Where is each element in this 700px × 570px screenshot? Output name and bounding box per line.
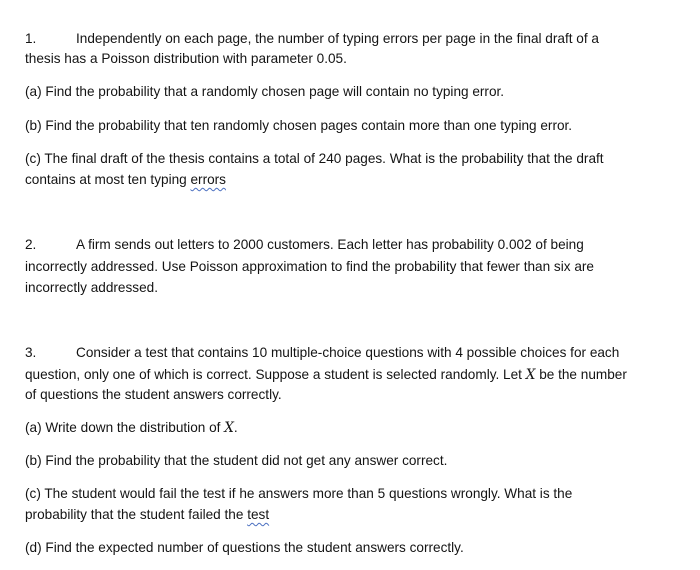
q3-line-1 — [25, 344, 619, 362]
q3-variable-x: X — [525, 367, 536, 383]
q3-part-a-variable: X — [224, 420, 234, 436]
q1-part-a: (a) Find the probability that a randomly chosen page will contain no typing error. — [25, 84, 505, 99]
q1-stem-line-2: thesis has a Poisson distribution with parameter 0.05. — [25, 51, 347, 66]
q2-text-1: A firm sends out letters to 2000 customers. Each letter has probability 0.002 of being — [76, 237, 584, 252]
q3-part-a — [25, 419, 238, 437]
q2-line-2: incorrectly addressed. Use Poisson approximation to find the probability that fewer than six are — [25, 259, 594, 274]
spellcheck-word-errors[interactable]: errors — [190, 172, 226, 187]
q3-number: 3. — [25, 345, 37, 360]
q3-part-c-line-2 — [25, 506, 269, 524]
q3-part-c-text: probability that the student failed the — [25, 507, 248, 522]
q3-text-2-suffix: be the number — [535, 367, 627, 382]
q2-line-1 — [25, 236, 584, 254]
q3-part-d: (d) Find the expected number of questions the student answers correctly. — [25, 540, 464, 555]
q1-part-c-line-1: (c) The final draft of the thesis contains a total of 240 pages. What is the probability that the draft — [25, 151, 604, 166]
q2-number: 2. — [25, 237, 37, 252]
q1-number: 1. — [25, 31, 37, 46]
q1-part-c-text: contains at most ten typing — [25, 172, 191, 187]
q3-part-a-suffix: . — [233, 420, 238, 435]
q1-stem-text-1: Independently on each page, the number of typing errors per page in the final draft of a — [76, 31, 599, 46]
q3-text-2-prefix: question, only one of which is correct. Suppose a student is selected randomly. Let — [25, 367, 526, 382]
q1-part-b: (b) Find the probability that ten randomly chosen pages contain more than one typing error. — [25, 118, 573, 133]
q1-stem-line-1 — [25, 30, 599, 48]
q3-part-c-line-1: (c) The student would fail the test if he answers more than 5 questions wrongly. What is the — [25, 486, 573, 501]
spellcheck-word-test[interactable]: test — [247, 507, 270, 522]
q3-text-1: Consider a test that contains 10 multiple-choice questions with 4 possible choices for each — [76, 345, 620, 360]
q3-part-b: (b) Find the probability that the student did not get any answer correct. — [25, 453, 448, 468]
q2-line-3: incorrectly addressed. — [25, 280, 158, 295]
q3-line-2 — [25, 366, 627, 384]
q3-part-a-prefix: (a) Write down the distribution of — [25, 420, 225, 435]
q3-line-3: of questions the student answers correctly. — [25, 387, 282, 402]
q1-part-c-line-2 — [25, 171, 226, 189]
